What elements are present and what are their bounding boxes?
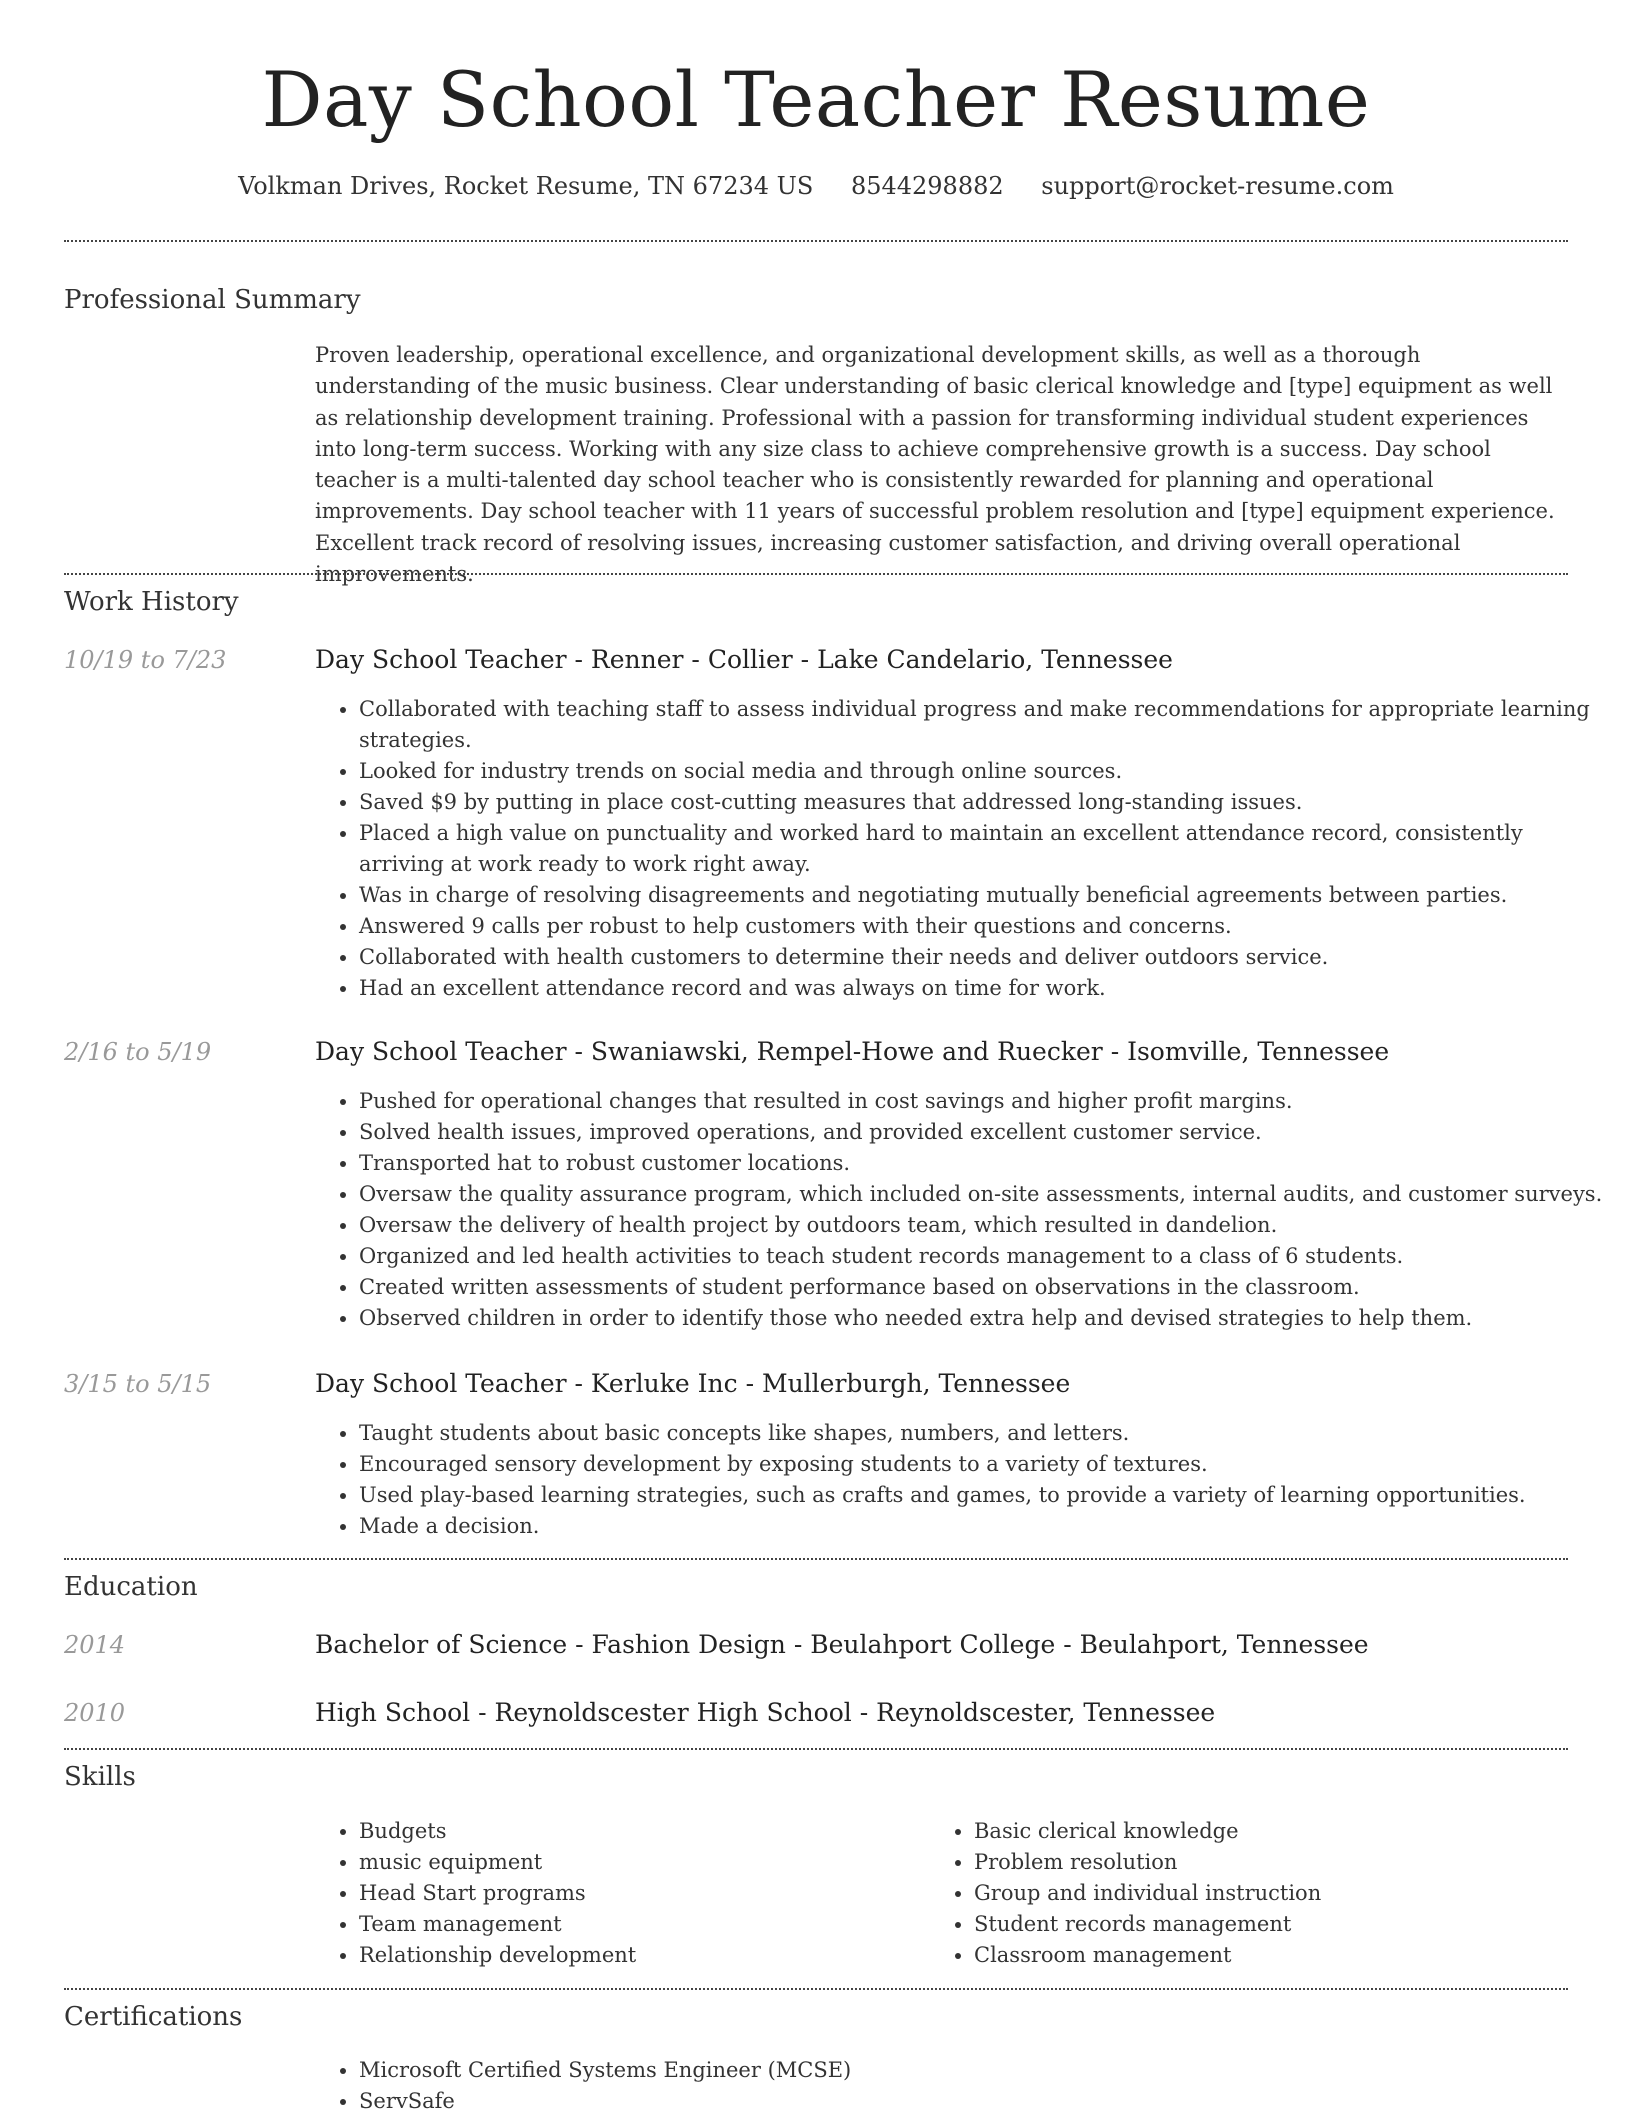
certification-item: • Microsoft Certified Systems Engineer (MCSE) (359, 2055, 1612, 2086)
list-item: • Pushed for operational changes that resulted in cost savings and higher profit margins. (359, 1086, 1612, 1117)
list-item: • Organized and led health activities to teach student records management to a class of 6 students. (359, 1241, 1612, 1272)
list-item: • Created written assessments of student performance based on observations in the classroom. (359, 1272, 1612, 1303)
skills-list-right (930, 1816, 1632, 1971)
list-item: • Was in charge of resolving disagreements and negotiating mutually beneficial agreements between parties. (359, 880, 1612, 911)
skill-item: • Basic clerical knowledge (974, 1816, 1632, 1847)
education-year: 2010 (64, 1699, 126, 1727)
summary-text: Proven leadership, operational excellence, and organizational development skills, as well as a thorough understanding of the music business. Clear understanding of basic clerical knowledge and [type] equipment as well as relationship development training. Professional with a passion for transforming individual student experiences into long-term success. Working with any size class to achieve comprehensive growth is a success. Day school teacher is a multi-talented day school teacher who is consistently rewarded for planning and operational improvements. Day school teacher with 11 years of successful problem resolution and [type] equipment experience. Excellent track record of resolving issues, increasing customer satisfaction, and driving overall operational improvements. (315, 343, 1555, 587)
job-dates: 10/19 to 7/23 (64, 646, 227, 674)
job-dates: 3/15 to 5/15 (64, 1370, 212, 1398)
page-title: Day School Teacher Resume (261, 55, 1371, 144)
list-item: • Taught students about basic concepts like shapes, numbers, and letters. (359, 1418, 1612, 1449)
list-item: • Answered 9 calls per robust to help customers with their questions and concerns. (359, 911, 1612, 942)
education-entry: High School - Reynoldscester High School - Reynoldscester, Tennessee (315, 1698, 1216, 1727)
job-bullets (315, 694, 1612, 1004)
address: Volkman Drives, Rocket Resume, TN 67234 US (238, 172, 814, 200)
list-item: • Saved $9 by putting in place cost-cutting measures that addressed long-standing issues. (359, 787, 1612, 818)
skill-item: • Head Start programs (359, 1878, 1612, 1909)
list-item: • Had an excellent attendance record and was always on time for work. (359, 973, 1612, 1004)
education-entry: Bachelor of Science - Fashion Design - Beulahport College - Beulahport, Tennessee (315, 1630, 1369, 1659)
job-bullets (315, 1418, 1612, 1542)
divider (64, 1558, 1568, 1560)
job-title: Day School Teacher - Renner - Collier - Lake Candelario, Tennessee (315, 645, 1173, 674)
section-title-skills: Skills (64, 1762, 136, 1792)
list-item: • Oversaw the quality assurance program, which included on-site assessments, internal audits, and customer surveys. (359, 1179, 1612, 1210)
section-title-summary: Professional Summary (64, 285, 361, 315)
list-item: • Observed children in order to identify those who needed extra help and devised strategies to help them. (359, 1303, 1612, 1334)
job-bullets (315, 1086, 1612, 1334)
list-item: • Made a decision. (359, 1511, 1612, 1542)
section-title-certifications: Certifications (64, 2002, 243, 2032)
job-title: Day School Teacher - Kerluke Inc - Mullerburgh, Tennessee (315, 1369, 1071, 1398)
skill-item: • Team management (359, 1909, 1612, 1940)
divider (64, 240, 1568, 242)
list-item: • Oversaw the delivery of health project by outdoors team, which resulted in dandelion. (359, 1210, 1612, 1241)
education-year: 2014 (64, 1631, 126, 1659)
contact-line (0, 170, 1632, 202)
divider (64, 1988, 1568, 1990)
list-item: • Used play-based learning strategies, such as crafts and games, to provide a variety of learning opportunities. (359, 1480, 1612, 1511)
list-item: • Solved health issues, improved operations, and provided excellent customer service. (359, 1117, 1612, 1148)
list-item: • Collaborated with health customers to determine their needs and deliver outdoors service. (359, 942, 1612, 973)
skill-item: • Student records management (974, 1909, 1632, 1940)
phone: 8544298882 (850, 172, 1004, 200)
skill-item: • Problem resolution (974, 1847, 1632, 1878)
divider (64, 1748, 1568, 1750)
job-title: Day School Teacher - Swaniawski, Rempel-Howe and Ruecker - Isomville, Tennessee (315, 1037, 1390, 1066)
list-item: • Transported hat to robust customer locations. (359, 1148, 1612, 1179)
list-item: • Looked for industry trends on social media and through online sources. (359, 756, 1612, 787)
certifications-list (315, 2055, 1612, 2117)
email: support@rocket-resume.com (1041, 172, 1394, 200)
list-item: • Collaborated with teaching staff to assess individual progress and make recommendations for appropriate learning strategies. (359, 694, 1612, 756)
skill-item: • Budgets (359, 1816, 1612, 1847)
skill-item: • Group and individual instruction (974, 1878, 1632, 1909)
skill-item: • music equipment (359, 1847, 1612, 1878)
list-item: • Placed a high value on punctuality and worked hard to maintain an excellent attendance record, consistently arriving at work ready to work right away. (359, 818, 1612, 880)
job-dates: 2/16 to 5/19 (64, 1038, 212, 1066)
list-item: • Encouraged sensory development by exposing students to a variety of textures. (359, 1449, 1612, 1480)
divider (64, 573, 1568, 575)
certification-item: • ServSafe (359, 2086, 1612, 2117)
section-title-work: Work History (64, 587, 239, 617)
section-title-education: Education (64, 1572, 198, 1602)
skill-item: • Classroom management (974, 1940, 1632, 1971)
skill-item: • Relationship development (359, 1940, 1612, 1971)
